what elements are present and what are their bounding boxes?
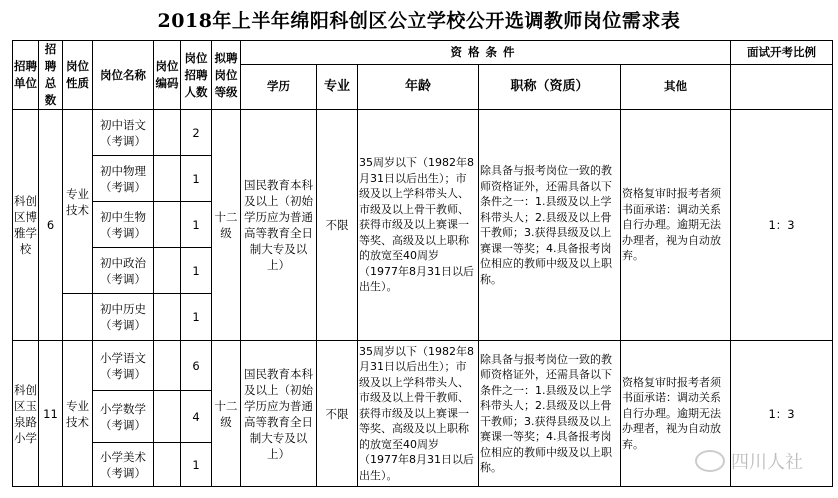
header-education: 学历: [241, 64, 317, 109]
education-cell: 国民教育本科及以上（初始学历应为普通高等教育全日制大专及以上）: [241, 341, 317, 487]
count-cell: 6: [181, 341, 212, 391]
header-grade: 拟聘岗位等级: [212, 41, 241, 110]
code-cell: [154, 202, 181, 248]
count-cell: 2: [181, 110, 212, 156]
major-cell: 不限: [317, 341, 358, 487]
code-cell: [154, 341, 181, 391]
header-total: 招聘总数: [39, 41, 63, 110]
count-cell: 1: [181, 248, 212, 294]
unit-cell: 科创区玉泉路小学: [13, 341, 39, 487]
age-cell: 35周岁以下（1982年8月31日以后出生）；市级及以上学科带头人、市级及以上骨干教师、获得市级及以上赛课一等奖、高级及以上职称的放宽至40周岁（1977年8月31日以后出生）。: [358, 341, 479, 487]
header-qualifications: 资格条件: [241, 41, 731, 65]
header-other: 其他: [621, 64, 731, 109]
total-cell: 11: [39, 341, 63, 487]
header-count: 岗位招聘人数: [181, 41, 212, 110]
watermark-text: 四川人社: [731, 452, 803, 473]
code-cell: [154, 391, 181, 443]
code-cell: [154, 294, 181, 341]
header-nature: 岗位性质: [63, 41, 93, 110]
code-cell: [154, 248, 181, 294]
count-cell: 4: [181, 391, 212, 443]
position-name-cell: 初中生物（考调）: [93, 202, 154, 248]
nature-cell: 专业技术: [63, 341, 93, 487]
table-row: [13, 110, 833, 156]
age-cell: 35周岁以下（1982年8月31日以后出生）；市级及以上学科带头人、市级及以上骨干教师、获得市级及以上赛课一等奖、高级及以上职称的放宽至40周岁（1977年8月31日以后出生）。: [358, 110, 479, 341]
count-cell: 1: [181, 294, 212, 341]
header-code: 岗位编码: [154, 41, 181, 110]
position-name-cell: 小学美术（考调）: [93, 443, 154, 487]
position-name-cell: 初中物理（考调）: [93, 156, 154, 202]
page-title: 2018年上半年绵阳科创区公立学校公开选调教师岗位需求表: [157, 10, 681, 32]
count-cell: 1: [181, 443, 212, 487]
count-cell: 1: [181, 202, 212, 248]
code-cell: [154, 156, 181, 202]
job-requirements-table: [12, 40, 833, 487]
other-cell: 资格复审时报考者须书面承诺：调动关系自行办理。逾期无法办理者，视为自动放弃。: [621, 341, 731, 487]
position-name-cell: 初中政治（考调）: [93, 248, 154, 294]
major-cell: 不限: [317, 110, 358, 341]
position-name-cell: 初中历史（考调）: [93, 294, 154, 341]
table-row: [13, 341, 833, 391]
title-req-cell: 除具备与报考岗位一致的教师资格证外，还需具备以下条件之一：1.县级及以上学科带头人；2.县级及以上骨干教师；3.获得县级及以上赛课一等奖；4.具备报考岗位相应的教师中级及以上职称。: [479, 341, 621, 487]
total-cell: 6: [39, 110, 63, 341]
education-cell: 国民教育本科及以上（初始学历应为普通高等教育全日制大专及以上）: [241, 110, 317, 341]
position-name-cell: 初中语文（考调）: [93, 110, 154, 156]
nature-cell: 专业技术: [63, 110, 93, 294]
code-cell: [154, 443, 181, 487]
unit-cell: 科创区博雅学校: [13, 110, 39, 341]
grade-cell: 十二级: [212, 110, 241, 341]
ratio-cell: 1：3: [731, 110, 833, 341]
watermark: [695, 448, 803, 474]
header-position-name: 岗位名称: [93, 41, 154, 110]
header-ratio: 面试开考比例: [731, 41, 833, 65]
nature-cell-empty: [63, 294, 93, 341]
ratio-cell: 1：3: [731, 341, 833, 487]
grade-cell: 十二级: [212, 341, 241, 487]
header-unit: 招聘单位: [13, 41, 39, 110]
position-name-cell: 小学数学（考调）: [93, 391, 154, 443]
wechat-icon: [695, 450, 725, 472]
header-major: 专业: [317, 64, 358, 109]
code-cell: [154, 110, 181, 156]
header-age: 年龄: [358, 64, 479, 109]
header-row-1: [13, 41, 833, 65]
header-empty: [731, 64, 833, 109]
other-cell: 资格复审时报考者须书面承诺：调动关系自行办理。逾期无法办理者，视为自动放弃。: [621, 110, 731, 341]
header-title-req: 职称（资质）: [479, 64, 621, 109]
position-name-cell: 小学语文（考调）: [93, 341, 154, 391]
title-req-cell: 除具备与报考岗位一致的教师资格证外，还需具备以下条件之一：1.县级及以上学科带头人；2.县级及以上骨干教师；3.获得县级及以上赛课一等奖；4.具备报考岗位相应的教师中级及以上职称。: [479, 110, 621, 341]
count-cell: 1: [181, 156, 212, 202]
